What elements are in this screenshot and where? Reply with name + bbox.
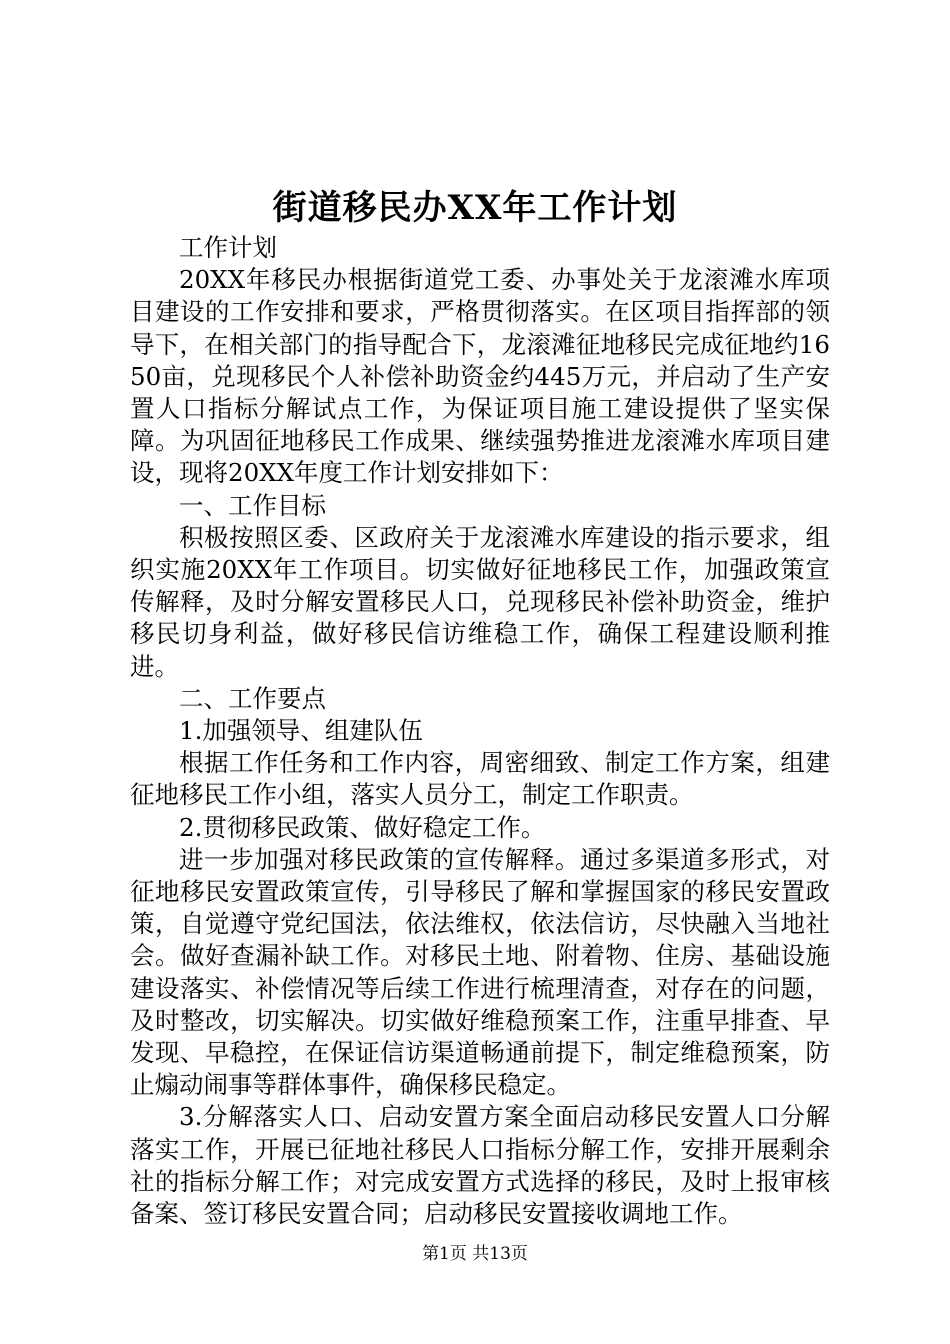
paragraph-population: 3.分解落实人口、启动安置方案全面启动移民安置人口分解落实工作，开展已征地社移民人口指标分解工作，安排开展剩余社的指标分解工作；对完成安置方式选择的移民，及时上报审核备案、签订移民安置合同；启动移民安置接收调地工作。 bbox=[130, 1102, 830, 1229]
paragraph-policy: 进一步加强对移民政策的宣传解释。通过多渠道多形式，对征地移民安置政策宣传，引导移民了解和掌握国家的移民安置政策，自觉遵守党纪国法，依法维权，依法信访，尽快融入当地社会。做好查漏补缺工作。对移民土地、附着物、住房、基础设施建设落实、补偿情况等后续工作进行梳理清查，对存在的问题，及时整改，切实解决。切实做好维稳预案工作，注重早排查、早发现、早稳控，在保证信访渠道畅通前提下，制定维稳预案，防止煽动闹事等群体事件，确保移民稳定。 bbox=[130, 844, 830, 1100]
paragraph-goals: 积极按照区委、区政府关于龙滚滩水库建设的指示要求，组织实施20XX年工作项目。切实做好征地移民工作，加强政策宣传解释，及时分解安置移民人口，兑现移民补偿补助资金，维护移民切身利益，做好移民信访维稳工作，确保工程建设顺利推进。 bbox=[130, 522, 830, 681]
section-heading-goals: 一、工作目标 bbox=[179, 490, 326, 520]
paragraph-leadership: 根据工作任务和工作内容，周密细致、制定工作方案，组建征地移民工作小组，落实人员分工，制定工作职责。 bbox=[130, 748, 830, 810]
paragraph-intro: 20XX年移民办根据街道党工委、办事处关于龙滚滩水库项目建设的工作安排和要求，严格贯彻落实。在区项目指挥部的领导下，在相关部门的指导配合下，龙滚滩征地移民完成征地约1650亩，兑现移民个人补偿补助资金约445万元，并启动了生产安置人口指标分解试点工作，为保证项目施工建设提供了坚实保障。为巩固征地移民工作成果、继续强势推进龙滚滩水库项目建设，现将20XX年度工作计划安排如下： bbox=[130, 265, 830, 488]
page-number-footer: 第1页 共13页 bbox=[422, 1244, 528, 1264]
subheading-leadership: 1.加强领导、组建队伍 bbox=[179, 716, 423, 746]
section-heading-key-points: 二、工作要点 bbox=[179, 683, 326, 713]
document-body bbox=[130, 232, 830, 1230]
subheading-policy: 2.贯彻移民政策、做好稳定工作。 bbox=[179, 812, 546, 842]
document-title: 街道移民办XX年工作计划 bbox=[272, 188, 678, 228]
paragraph-subtitle: 工作计划 bbox=[179, 233, 277, 262]
